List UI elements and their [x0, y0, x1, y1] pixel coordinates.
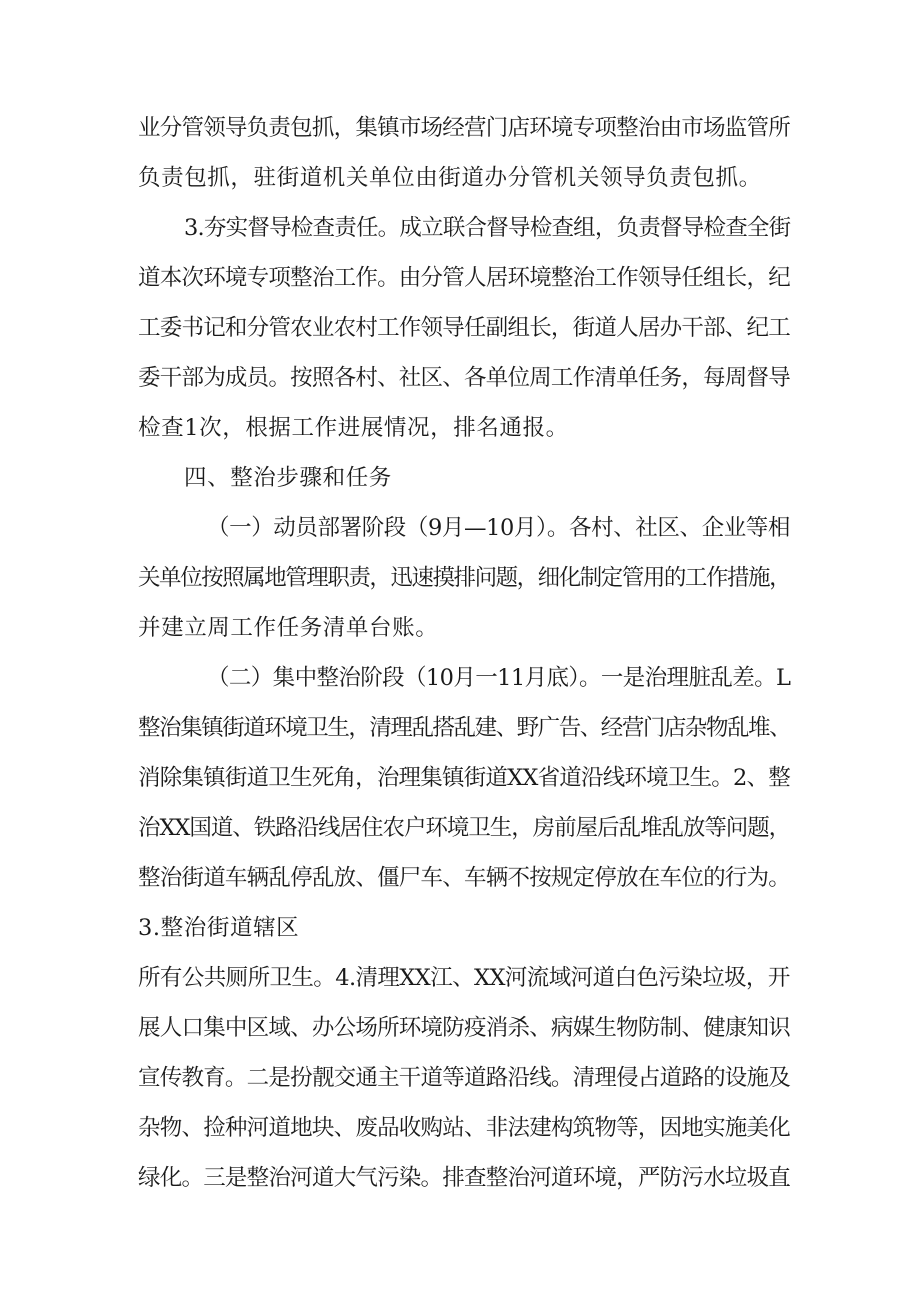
- paragraph-line-2: 负责包抓，驻街道机关单位由街道办分管机关领导负责包抓。: [138, 165, 762, 191]
- paragraph-line-13: 整治集镇街道环境卫生，清理乱搭乱建、野广告、经营门店杂物乱堆、: [138, 715, 791, 741]
- paragraph-line-1: 业分管领导负责包抓，集镇市场经营门店环境专项整治由市场监管所: [138, 115, 791, 141]
- paragraph-line-16: 整治街道车辆乱停乱放、僵尸车、车辆不按规定停放在车位的行为。: [138, 865, 791, 891]
- paragraph-line-14: 消除集镇街道卫生死角，治理集镇街道XX省道沿线环境卫生。2、整: [138, 765, 790, 791]
- paragraph-line-17: 3.整治街道辖区: [138, 915, 300, 941]
- paragraph-line-21: 杂物、捡种河道地块、废品收购站、非法建构筑物等，因地实施美化: [138, 1115, 791, 1141]
- section-heading: 四、整治步骤和任务: [184, 465, 392, 491]
- paragraph-line-22: 绿化。三是整治河道大气污染。排查整治河道环境，严防污水垃圾直: [138, 1165, 791, 1191]
- paragraph-line-19: 展人口集中区域、办公场所环境防疫消杀、病媒生物防制、健康知识: [138, 1015, 791, 1041]
- paragraph-line-20: 宣传教育。二是扮靓交通主干道等道路沿线。清理侵占道路的设施及: [138, 1065, 791, 1091]
- paragraph-line-6: 委干部为成员。按照各村、社区、各单位周工作清单任务，每周督导: [138, 365, 791, 391]
- paragraph-line-3: 3.夯实督导检查责任。成立联合督导检查组，负责督导检查全街: [184, 215, 791, 241]
- paragraph-line-10: 关单位按照属地管理职责，迅速摸排问题，细化制定管用的工作措施，: [138, 565, 791, 591]
- paragraph-line-7: 检查1次，根据工作进展情况，排名通报。: [138, 415, 569, 441]
- paragraph-line-15: 治XX国道、铁路沿线居住农户环境卫生，房前屋后乱堆乱放等问题，: [138, 815, 791, 841]
- paragraph-line-18: 所有公共厕所卫生。4.清理XX江、XX河流域河道白色污染垃圾，开: [138, 965, 790, 991]
- paragraph-line-12: （二）集中整治阶段（10月一11月底）。一是治理脏乱差。L: [207, 665, 791, 691]
- paragraph-line-9: （一）动员部署阶段（9月—10月）。各村、社区、企业等相: [207, 515, 790, 541]
- paragraph-line-4: 道本次环境专项整治工作。由分管人居环境整治工作领导任组长，纪: [138, 265, 791, 291]
- paragraph-line-11: 并建立周工作任务清单台账。: [138, 615, 439, 641]
- paragraph-line-5: 工委书记和分管农业农村工作领导任副组长，街道人居办干部、纪工: [138, 315, 791, 341]
